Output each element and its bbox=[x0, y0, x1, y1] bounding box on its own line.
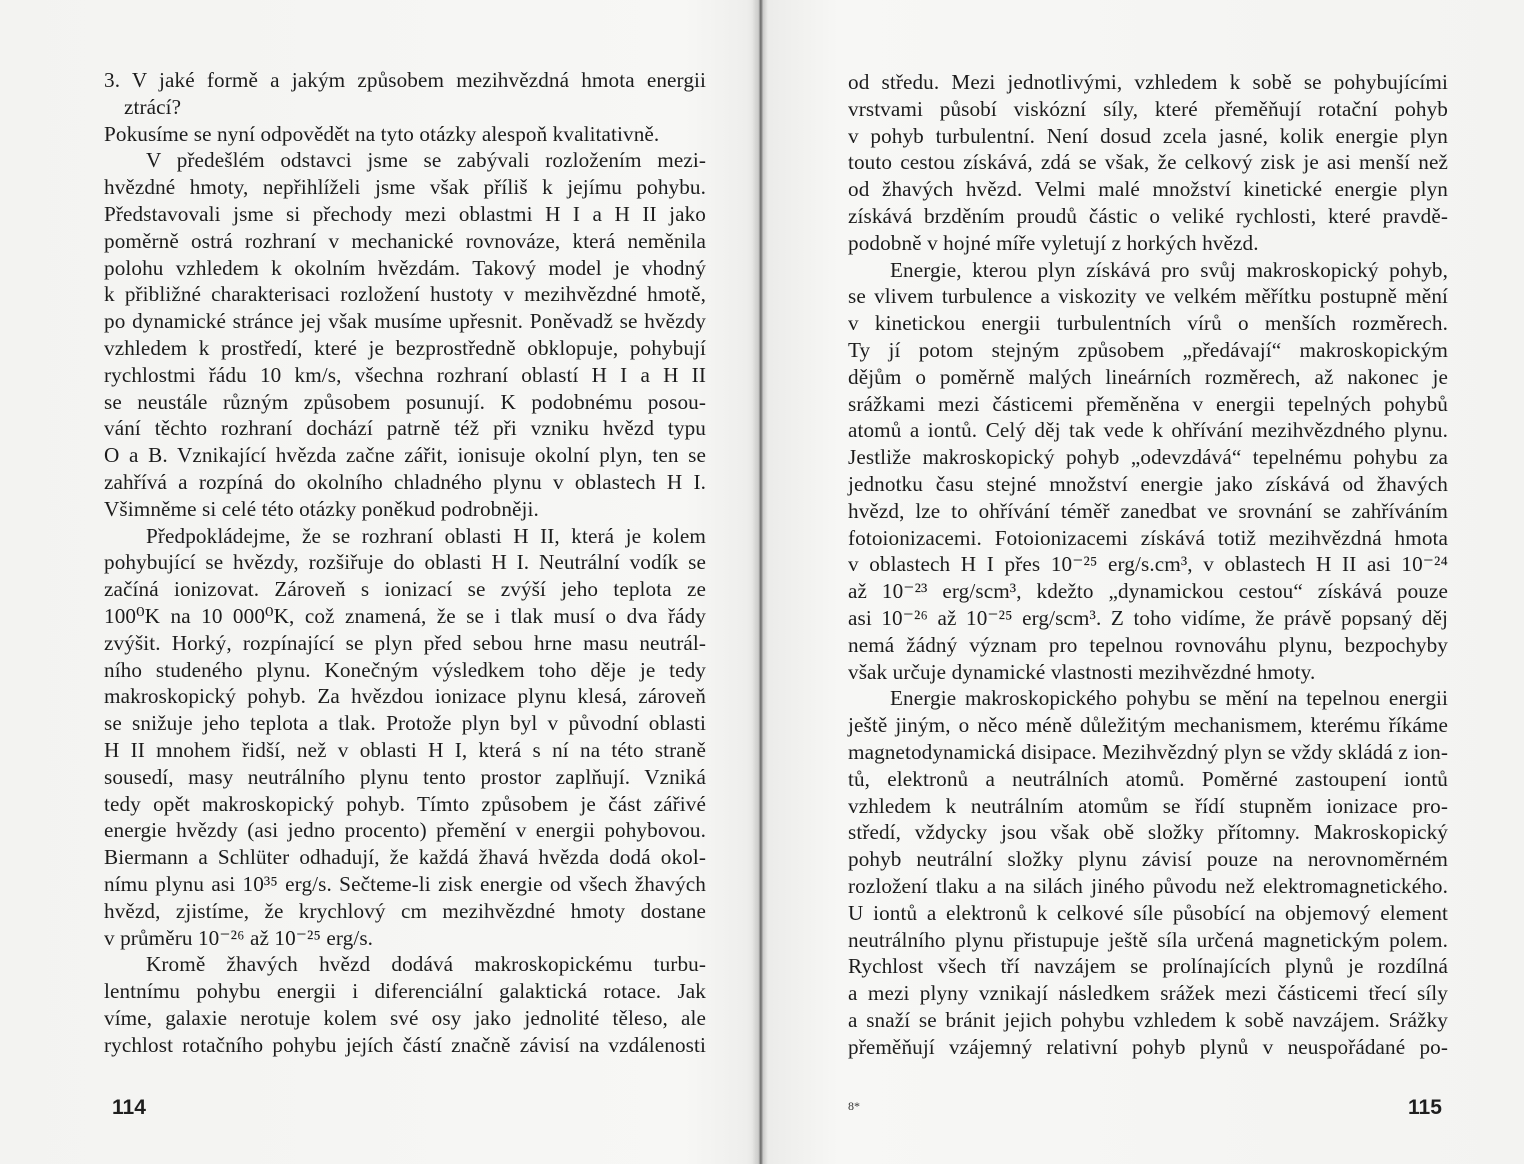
page-number: 114 bbox=[112, 1096, 146, 1119]
text-line: dějům o poměrně malých lineárních rozměrech, až nakonec je bbox=[848, 364, 1448, 389]
text-line: ního studeného plynu. Konečným výsledkem toho děje je tedy bbox=[104, 657, 706, 682]
text-line: hvězd, zjistíme, že krychlový cm mezihvězdné hmoty dostane bbox=[104, 898, 706, 923]
text-line: makroskopický pohyb. Za hvězdou ionizace plynu klesá, zároveň bbox=[104, 684, 706, 709]
text-line: Rychlost všech tří navzájem se prolínajících plynů je rozdílná bbox=[848, 954, 1448, 979]
text-line: se snižuje jeho teplota a tlak. Protože plyn byl v původní oblasti bbox=[104, 711, 706, 736]
text-line: touto cestou získává, zdá se však, že celkový zisk je asi menší než bbox=[848, 150, 1448, 175]
text-line: však určuje dynamické vlastnosti mezihvězdné hmoty. bbox=[848, 659, 1316, 684]
page-number: 115 bbox=[1408, 1096, 1442, 1119]
text-line: k přibližné charakterisaci rozložení hustoty v mezihvězdné hmotě, bbox=[104, 282, 706, 307]
text-line: 100⁰K na 10 000⁰K, což znamená, že se i tlak musí o dva řády bbox=[104, 603, 706, 628]
text-line: V předešlém odstavci jsme se zabývali rozložením mezi- bbox=[146, 148, 706, 173]
text-line: středí, vždycky jsou však obě složky přítomny. Makroskopický bbox=[848, 820, 1448, 845]
text-line: získává brzděním proudů částic o veliké rychlosti, které pravdě- bbox=[848, 203, 1448, 228]
text-line: po dynamické stránce jej však musíme upřesnit. Poněvadž se hvězdy bbox=[104, 309, 706, 334]
text-line: vrstvami působí viskózní síly, které přeměňují rotační pohyb bbox=[848, 96, 1448, 121]
text-line: hvězd, lze to ohřívání téměř zanedbat ve srovnání se zahříváním bbox=[848, 498, 1448, 523]
text-line: v kinetickou energii turbulentních vírů o menších rozměrech. bbox=[848, 311, 1448, 336]
text-line: Pokusíme se nyní odpovědět na tyto otázky alespoň kvalitativně. bbox=[104, 121, 660, 146]
left-page-text bbox=[104, 67, 706, 1058]
text-line: Ty jí potom stejným způsobem „předávají“ makroskopickým bbox=[848, 337, 1448, 362]
text-line: lentnímu pohybu energii i diferenciální galaktická rotace. Jak bbox=[104, 979, 706, 1004]
text-line: magnetodynamická disipace. Mezihvězdný plyn se vždy skládá z ion- bbox=[848, 739, 1448, 764]
text-line: podobně v hojné míře vyletují z horkých hvězd. bbox=[848, 230, 1259, 255]
text-line: ještě jiným, o něco méně důležitým mechanismem, kterému říkáme bbox=[848, 713, 1448, 738]
text-line: atomů a iontů. Celý děj tak vede k ohřívání mezihvězdného plynu. bbox=[848, 418, 1448, 443]
text-line: v průměru 10⁻²⁶ až 10⁻²⁵ erg/s. bbox=[104, 925, 374, 950]
text-line: hvězdné hmoty, nepřihlíželi jsme však příliš k jejímu pohybu. bbox=[104, 175, 706, 200]
text-line: srážkami mezi částicemi přeměněna v energii tepelných pohybů bbox=[848, 391, 1448, 416]
text-line: rozložení tlaku a na silách jiného původu než elektromagnetického. bbox=[848, 873, 1448, 898]
text-line: U iontů a elektronů k celkové síle působící na objemový element bbox=[848, 900, 1448, 925]
text-line: tů, elektronů a neutrálních atomů. Poměrné zastoupení iontů bbox=[848, 766, 1448, 791]
text-line: Energie makroskopického pohybu se mění na tepelnou energii bbox=[890, 686, 1448, 711]
text-line: víme, galaxie nerotuje kolem své osy jako jednolité těleso, ale bbox=[104, 1005, 706, 1030]
text-line: vzhledem k prostředí, které je bezprostředně obklopuje, pohybují bbox=[104, 335, 706, 360]
text-line: 3. V jaké formě a jakým způsobem mezihvězdná hmota energii bbox=[104, 68, 706, 92]
text-line: od středu. Mezi jednotlivými, vzhledem k sobě se pohybujícími bbox=[848, 70, 1448, 94]
text-line: Všimněme si celé této otázky poněkud podrobněji. bbox=[104, 496, 539, 521]
text-line: neutrálního plynu přistupuje ještě síla určená magnetickým polem. bbox=[848, 927, 1448, 952]
text-line: nemá žádný význam pro tepelnou rovnováhu plynu, bezpochyby bbox=[848, 632, 1448, 657]
text-line: v oblastech H I přes 10⁻²⁵ erg/s.cm³, v oblastech H II asi 10⁻²⁴ bbox=[848, 552, 1448, 577]
right-page-text bbox=[848, 69, 1448, 1060]
text-line: vzhledem k neutrálním atomům se řídí stupněm ionizace pro- bbox=[848, 793, 1448, 818]
text-line: poměrně ostrá rozhraní v mechanické rovnováze, která neměnila bbox=[104, 228, 706, 253]
text-line: H II mnohem řidší, než v oblasti H I, která s ní na této straně bbox=[104, 737, 706, 762]
signature-mark: 8* bbox=[848, 1099, 860, 1113]
text-line: Představovali jsme si přechody mezi oblastmi H I a H II jako bbox=[104, 201, 706, 226]
text-line: až 10⁻²³ erg/scm³, kdežto „dynamickou cestou“ získává pouze bbox=[848, 579, 1448, 604]
text-line: začíná ionizovat. Zároveň s ionizací se zvýší jeho teplota ze bbox=[104, 577, 706, 602]
text-line: energie hvězdy (asi jedno procento) přemění v energii pohybovou. bbox=[104, 818, 706, 843]
text-line: ztrácí? bbox=[124, 94, 182, 119]
text-line: a snaží se bránit jejich pohybu vzhledem k sobě navzájem. Srážky bbox=[848, 1007, 1448, 1032]
text-line: tedy opět makroskopický pohyb. Tímto způsobem je část zářivé bbox=[104, 791, 706, 816]
text-line: fotoionizacemi. Fotoionizacemi získává totiž mezihvězdná hmota bbox=[848, 525, 1448, 550]
text-line: vání těchto rozhraní dochází patrně též při vzniku hvězd typu bbox=[104, 416, 706, 441]
text-line: zahřívá a rozpíná do okolního chladného plynu v oblastech H I. bbox=[104, 469, 706, 494]
text-line: sousedí, masy neutrálního plynu tento prostor zaplňují. Vzniká bbox=[104, 764, 706, 789]
text-line: pohyb neutrální složky plynu závisí pouze na nerovnoměrném bbox=[848, 847, 1448, 872]
text-line: od žhavých hvězd. Velmi malé množství kinetické energie plyn bbox=[848, 177, 1448, 202]
text-line: Jestliže makroskopický pohyb „odevzdává“ tepelnému pohybu za bbox=[848, 445, 1448, 470]
text-line: Biermann a Schlüter odhadují, že každá žhavá hvězda dodá okol- bbox=[104, 845, 706, 870]
text-line: Energie, kterou plyn získává pro svůj makroskopický pohyb, bbox=[890, 257, 1448, 282]
text-line: přeměňují vzájemný relativní pohyb plynů v neuspořádané po- bbox=[848, 1034, 1448, 1059]
text-line: zvýšit. Horký, rozpínající se plyn před sebou hrne masu neutrál- bbox=[104, 630, 706, 655]
right-page bbox=[768, 0, 1524, 1164]
text-line: a mezi plyny vznikají následkem srážek mezi částicemi třecí síly bbox=[848, 981, 1448, 1006]
text-line: Předpokládejme, že se rozhraní oblasti H II, která je kolem bbox=[146, 523, 706, 548]
text-line: rychlost rotačního pohybu jejích částí značně závisí na vzdálenosti bbox=[104, 1032, 706, 1057]
text-line: nímu plynu asi 10³⁵ erg/s. Sečteme-li zisk energie od všech žhavých bbox=[104, 871, 706, 896]
left-page bbox=[0, 0, 760, 1164]
text-line: O a B. Vznikající hvězda začne zářit, ionisuje okolní plyn, ten se bbox=[104, 443, 706, 468]
text-line: asi 10⁻²⁶ až 10⁻²⁵ erg/scm³. Z toho vidíme, že právě popsaný děj bbox=[848, 605, 1448, 630]
text-line: polohu vzhledem k okolním hvězdám. Takový model je vhodný bbox=[104, 255, 706, 280]
text-line: rychlostmi řádu 10 km/s, všechna rozhraní oblastí H I a H II bbox=[104, 362, 706, 387]
text-line: Kromě žhavých hvězd dodává makroskopickému turbu- bbox=[146, 952, 706, 977]
text-line: pohybující se hvězdy, rozšiřuje do oblasti H I. Neutrální vodík se bbox=[104, 550, 706, 575]
text-line: se vlivem turbulence a viskozity ve velkém měřítku postupně mění bbox=[848, 284, 1448, 309]
text-line: jednotku času stejné množství energie jako získává od žhavých bbox=[848, 471, 1448, 496]
text-line: se neustále různým způsobem posunují. K podobnému posou- bbox=[104, 389, 706, 414]
text-line: v pohyb turbulentní. Není dosud zcela jasné, kolik energie plyn bbox=[848, 123, 1448, 148]
